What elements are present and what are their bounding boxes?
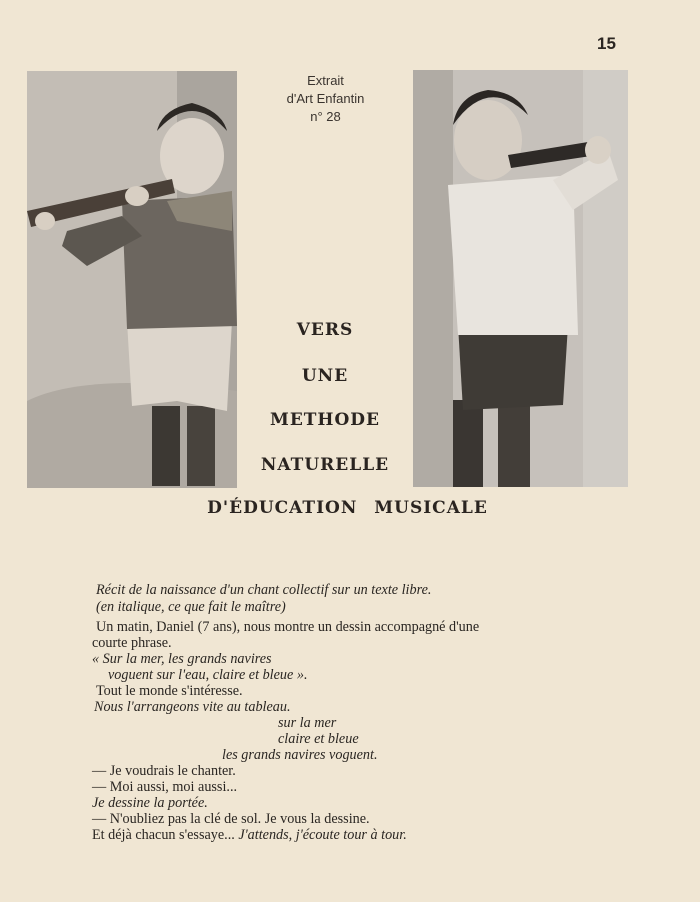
arrangement-line-1: sur la mer [278,715,337,731]
paragraph-1-line-2: courte phrase. [92,635,172,651]
title-line-2: UNE [301,366,349,386]
dialogue-line-3: Je dessine la portée. [92,795,208,811]
dialogue-line-5-end: J'attends, j'écoute tour à tour. [238,827,407,843]
quote-line-1: « Sur la mer, les grands navires [92,651,272,667]
page-number: 15 [597,34,616,53]
arrange-line: Nous l'arrangeons vite au tableau. [94,699,291,715]
arrangement-line-2: claire et bleue [278,731,359,747]
photo-boy-playing-flute-left [27,71,237,488]
arrangement-line-3: les grands navires voguent. [222,747,378,763]
article-subtitle: D'ÉDUCATION MUSICALE [207,498,488,518]
photo-illustration-right [413,70,628,487]
photo-caption [258,72,393,126]
caption-line-3: n° 28 [310,109,341,124]
dialogue-line-1: — Je voudrais le chanter. [92,763,236,779]
caption-line-1: Extrait [307,73,344,88]
paragraph-1-line-1: Un matin, Daniel (7 ans), nous montre un dessin accompagné d'une [96,619,480,635]
photo-boy-playing-flute-right [413,70,628,487]
intro-line-1: Récit de la naissance d'un chant collectif sur un texte libre. [96,582,432,598]
dialogue-line-2: — Moi aussi, moi aussi... [92,779,238,795]
interest-line: Tout le monde s'intéresse. [96,683,243,699]
photo-illustration-left [27,71,237,488]
title-line-3: METHODE [270,410,380,430]
quote-line-2: voguent sur l'eau, claire et bleue ». [108,667,308,683]
title-line-4: NATURELLE [260,455,390,475]
dialogue-line-4: — N'oubliez pas la clé de sol. Je vous la dessine. [92,811,370,827]
caption-line-2: d'Art Enfantin [286,91,365,106]
dialogue-line-5 [92,827,407,843]
dialogue-line-5-start: Et déjà chacun s'essaye... [92,827,235,843]
title-line-1: VERS [296,320,354,340]
intro-line-2: (en italique, ce que fait le maître) [96,599,286,615]
